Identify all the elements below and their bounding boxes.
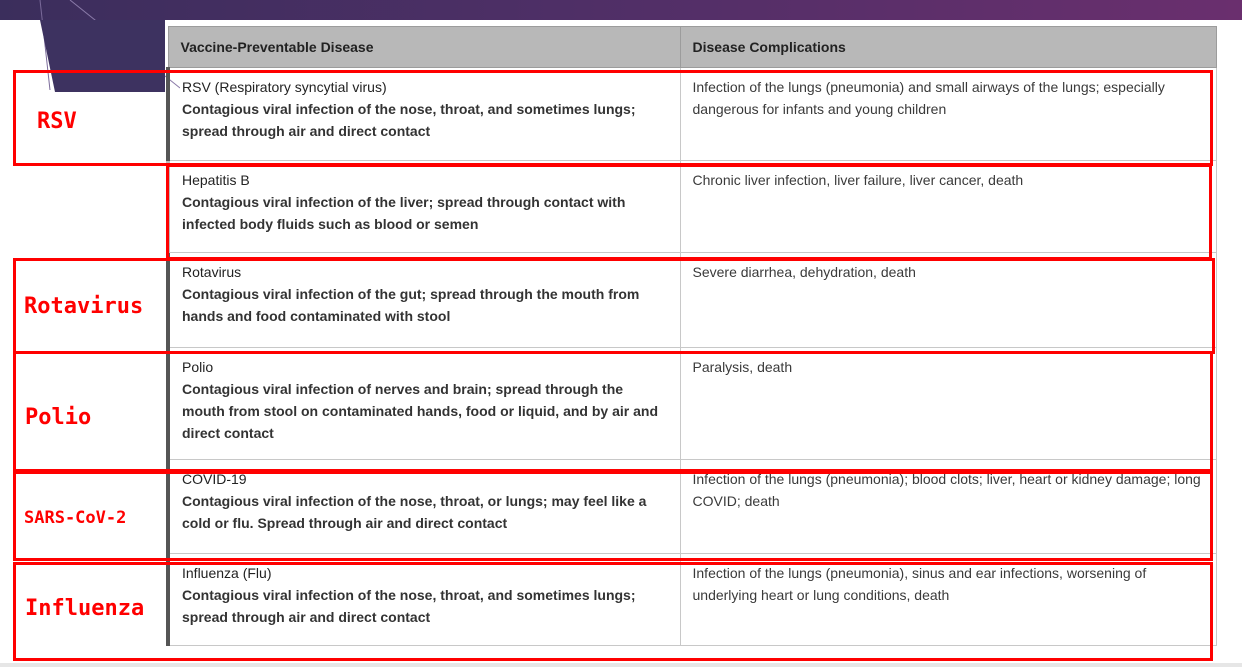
header-disease: Vaccine-Preventable Disease xyxy=(168,27,680,68)
disease-description: Contagious viral infection of the nose, throat, and sometimes lungs; spread through air and direct contact xyxy=(182,587,636,625)
label-polio: Polio xyxy=(25,405,92,430)
disease-description: Contagious viral infection of the liver; spread through contact with infected body fluids such as blood or semen xyxy=(182,194,626,232)
complications-cell: Infection of the lungs (pneumonia), sinus and ear infections, worsening of underlying heart or lung conditions, death xyxy=(680,554,1216,646)
complications-cell: Paralysis, death xyxy=(680,348,1216,460)
highlight-box-rsv xyxy=(13,70,1213,166)
disease-name: Rotavirus xyxy=(182,264,242,280)
highlight-box-sars-cov-2 xyxy=(13,471,1213,561)
complications-cell: Infection of the lungs (pneumonia); blood clots; liver, heart or kidney damage; long COVID; death xyxy=(680,460,1216,554)
disease-description: Contagious viral infection of the nose, throat, and sometimes lungs; spread through air and direct contact xyxy=(182,101,636,139)
table-header-row xyxy=(168,27,1216,68)
label-influenza: Influenza xyxy=(25,596,145,621)
label-sars-cov-2: SARS-CoV-2 xyxy=(24,508,127,528)
disease-description: Contagious viral infection of the nose, throat, or lungs; may feel like a cold or flu. Spread through air and direct contact xyxy=(182,493,647,531)
disease-name: Polio xyxy=(182,359,214,375)
complications-cell: Infection of the lungs (pneumonia) and small airways of the lungs; especially dangerous for infants and young children xyxy=(680,68,1216,161)
slide-header-band xyxy=(0,0,1242,20)
disease-name: Hepatitis B xyxy=(182,172,250,188)
highlight-box-rotavirus xyxy=(13,258,1215,354)
highlight-box-hepatitis-b xyxy=(166,164,1212,260)
highlight-box-polio xyxy=(13,351,1213,472)
complications-cell: Chronic liver infection, liver failure, liver cancer, death xyxy=(680,161,1216,253)
disease-name: Influenza (Flu) xyxy=(182,565,272,581)
disease-description: Contagious viral infection of the gut; spread through the mouth from hands and food contaminated with stool xyxy=(182,286,640,324)
label-rotavirus: Rotavirus xyxy=(24,294,144,319)
complications-cell: Severe diarrhea, dehydration, death xyxy=(680,253,1216,348)
highlight-box-influenza xyxy=(13,562,1213,661)
header-complications: Disease Complications xyxy=(680,27,1216,68)
label-rsv: RSV xyxy=(37,109,77,134)
disease-name: RSV (Respiratory syncytial virus) xyxy=(182,79,387,95)
disease-description: Contagious viral infection of nerves and brain; spread through the mouth from stool on contaminated hands, food or liquid, and by air and direct contact xyxy=(182,381,658,441)
bottom-scrollbar-track xyxy=(0,663,1242,667)
disease-name: COVID-19 xyxy=(182,471,247,487)
